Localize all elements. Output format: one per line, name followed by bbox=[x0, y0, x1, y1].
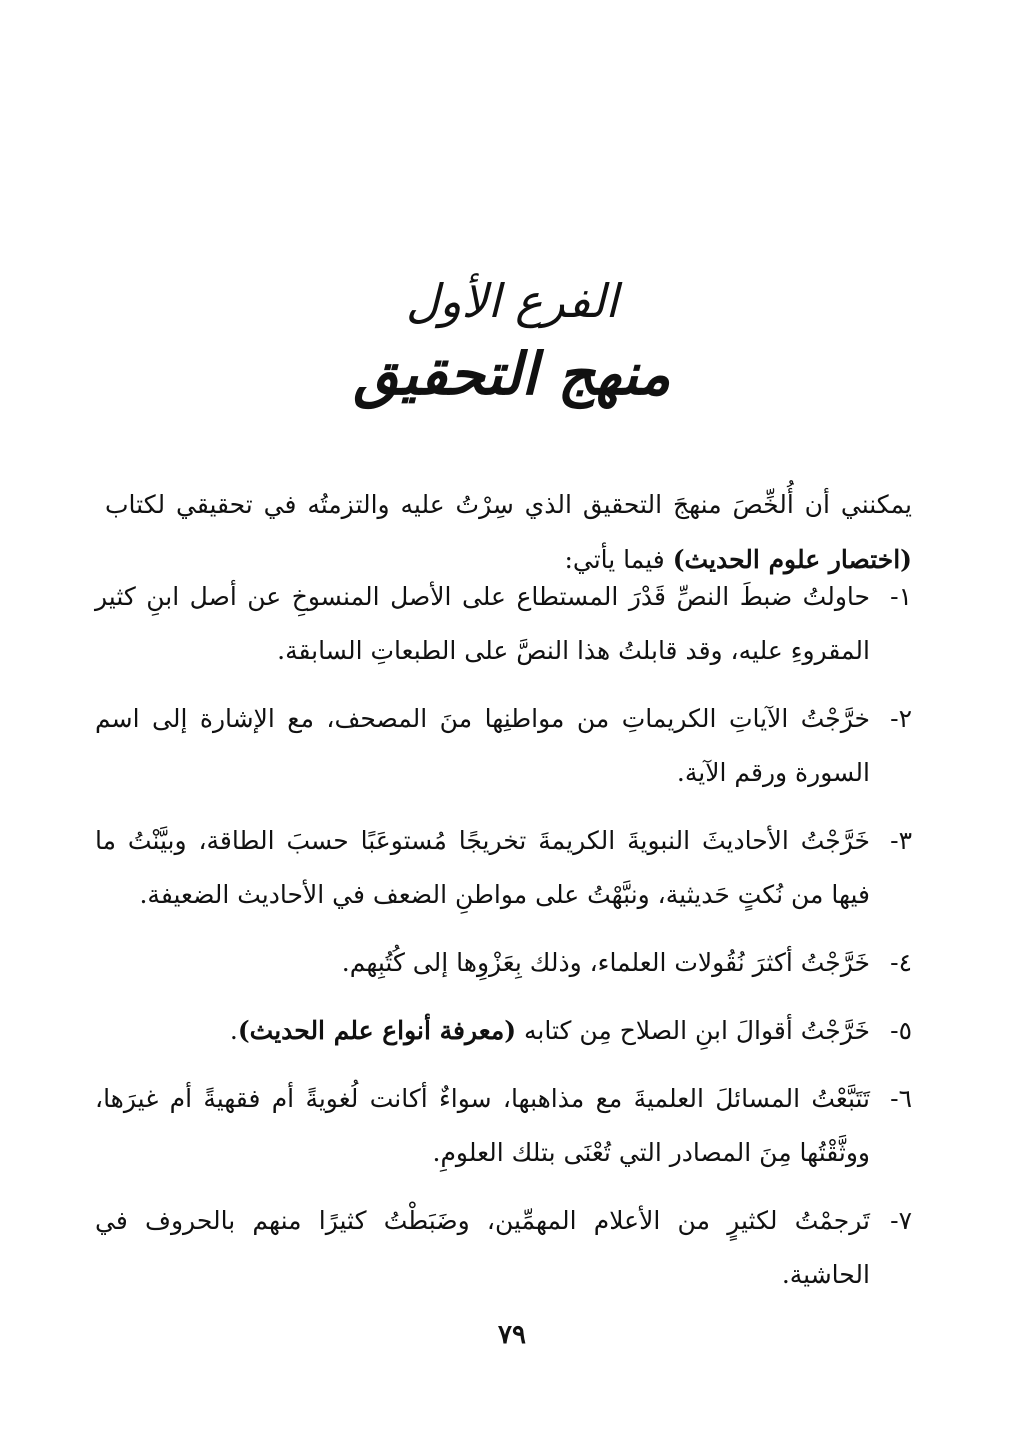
item-number: ٥- bbox=[890, 1016, 912, 1045]
intro-tail: فيما يأتي: bbox=[564, 545, 673, 574]
list-item bbox=[95, 1194, 912, 1302]
item-number: ١- bbox=[890, 582, 912, 611]
list-item bbox=[95, 936, 912, 990]
list-item bbox=[95, 1004, 912, 1058]
list-item bbox=[95, 570, 912, 678]
item-number: ٦- bbox=[890, 1084, 912, 1113]
item-text: تَتَبَّعْتُ المسائلَ العلميةَ مع مذاهبها، سواءٌ أكانت لُغويةً أم فقهيةً أم غيرَها، ووثَّقْتُها مِنَ المصادر التي تُعْنَى بتلك العلومِ. bbox=[95, 1084, 870, 1167]
chapter-header bbox=[0, 268, 1024, 414]
cited-book-title: (معرفة أنواع علم الحديث) bbox=[237, 1016, 517, 1045]
branch-title: الفرع الأول bbox=[405, 274, 619, 328]
list-item bbox=[95, 1072, 912, 1180]
item-text: خَرَّجْتُ أقوالَ ابنِ الصلاح مِن كتابه bbox=[516, 1016, 870, 1045]
page-number: ٧٩ bbox=[498, 1320, 526, 1350]
section-title: منهج التحقيق bbox=[353, 340, 671, 408]
item-number: ٢- bbox=[890, 704, 912, 733]
item-text: خرَّجْتُ الآياتِ الكريماتِ من مواطنِها منَ المصحف، مع الإشارة إلى اسم السورة ورقم الآية. bbox=[95, 704, 870, 787]
item-number: ٣- bbox=[890, 826, 912, 855]
book-title: (اختصار علوم الحديث) bbox=[672, 545, 912, 574]
item-number: ٤- bbox=[890, 948, 912, 977]
list-item bbox=[95, 814, 912, 922]
methodology-list bbox=[95, 570, 912, 1316]
item-text: تَرجمْتُ لكثيرٍ من الأعلام المهمِّين، وضَبَطْتُ كثيرًا منهم بالحروف في الحاشية. bbox=[95, 1206, 870, 1289]
list-item bbox=[95, 692, 912, 800]
item-text: خَرَّجْتُ الأحاديثَ النبويةَ الكريمةَ تخريجًا مُستوعَبًا حسبَ الطاقة، وبيَّنْتُ ما فيها من نُكتٍ حَديثية، ونبَّهْتُ على مواطنِ الضعف في الأحاديث الضعيفة. bbox=[95, 826, 870, 909]
intro-text: يمكنني أن أُلخِّصَ منهجَ التحقيق الذي سِرْتُ عليه والتزمتُه في تحقيقي لكتاب bbox=[105, 490, 912, 519]
item-tail: . bbox=[229, 1016, 238, 1045]
item-text: خَرَّجْتُ أكثرَ نُقُولات العلماء، وذلك بِعَزْوِها إلى كُتُبِهم. bbox=[341, 948, 870, 977]
item-number: ٧- bbox=[890, 1206, 912, 1235]
item-text-group bbox=[95, 1004, 870, 1058]
item-text: حاولتُ ضبطَ النصِّ قَدْرَ المستطاع على الأصل المنسوخِ عن أصل ابنِ كثير المقروءِ عليه، وقد قابلتُ هذا النصَّ على الطبعاتِ السابقة. bbox=[95, 582, 870, 665]
